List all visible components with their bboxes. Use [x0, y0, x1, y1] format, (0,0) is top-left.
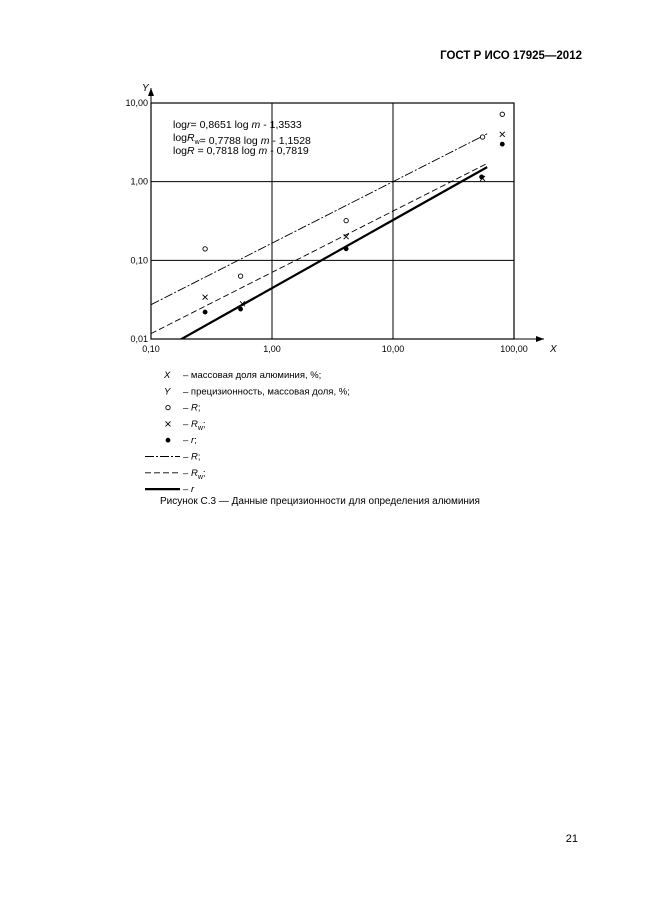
figure-caption: Рисунок С.3 — Данные прецизионности для определения алюминия	[160, 496, 480, 507]
legend-text: – R;	[183, 451, 201, 463]
legend-text: – $R_w$;	[183, 418, 206, 432]
data-point-r	[344, 246, 349, 251]
legend-symbol-letter: X	[164, 370, 171, 381]
equation-3: logR = 0,7818 log m - 0,7819	[173, 145, 309, 157]
data-point-r	[238, 274, 242, 278]
legend-item	[166, 435, 197, 446]
x-tick-label: 1,00	[263, 344, 281, 354]
y-axis-arrow	[148, 88, 154, 96]
data-point-r	[479, 174, 484, 179]
equation-1: logr= 0,8651 log m - 1,3533	[173, 119, 302, 131]
legend-text: – массовая доля алюминия, %;	[183, 370, 322, 381]
data-point-r	[344, 218, 348, 222]
data-point-r	[203, 247, 207, 251]
data-point-r	[203, 310, 208, 315]
y-tick-label: 1,00	[130, 176, 148, 187]
x-axis-label: X	[550, 344, 557, 355]
data-point-r	[500, 142, 505, 147]
y-tick-label: 0,01	[130, 334, 148, 344]
data-point-rw	[203, 295, 208, 300]
data-point-rw	[500, 132, 505, 137]
regression-line-r	[165, 167, 487, 348]
x-axis-arrow	[536, 336, 544, 342]
data-point-r	[480, 135, 484, 139]
page-number: 21	[565, 833, 578, 845]
y-tick-label: 0,10	[130, 255, 148, 266]
legend-text: – r;	[183, 435, 197, 447]
legend-item	[164, 386, 350, 397]
x-tick-label: 10,00	[381, 344, 405, 354]
x-tick-label: 100,00	[500, 344, 528, 354]
data-point-r	[238, 307, 243, 312]
legend-symbol-letter: Y	[164, 386, 171, 398]
legend-text: – r	[183, 484, 195, 496]
regression-line-rw	[151, 163, 487, 333]
regression-line-r	[151, 134, 487, 305]
legend-text: – $R_w$;	[183, 467, 206, 481]
legend-text: – R;	[183, 402, 201, 414]
data-point-r	[500, 112, 504, 116]
x-tick-label: 0,10	[142, 344, 160, 354]
legend-item	[145, 468, 206, 481]
legend-item	[166, 403, 201, 414]
legend-symbol-marker	[166, 405, 170, 409]
legend-item	[163, 370, 321, 381]
legend-text: – прецизионность, массовая доля, %;	[183, 386, 350, 398]
document-code: ГОСТ Р ИСО 17925—2012	[440, 50, 582, 62]
legend-item	[166, 419, 206, 432]
equation-2: logR$_w$= 0,7788 log m - 1,1528	[173, 132, 311, 147]
legend-symbol-marker	[166, 438, 171, 443]
legend-symbol-marker	[166, 421, 171, 426]
legend-item	[145, 484, 195, 495]
legend-item	[145, 452, 200, 463]
y-axis-label: Y	[142, 83, 149, 94]
y-tick-label: 10,00	[125, 98, 148, 108]
